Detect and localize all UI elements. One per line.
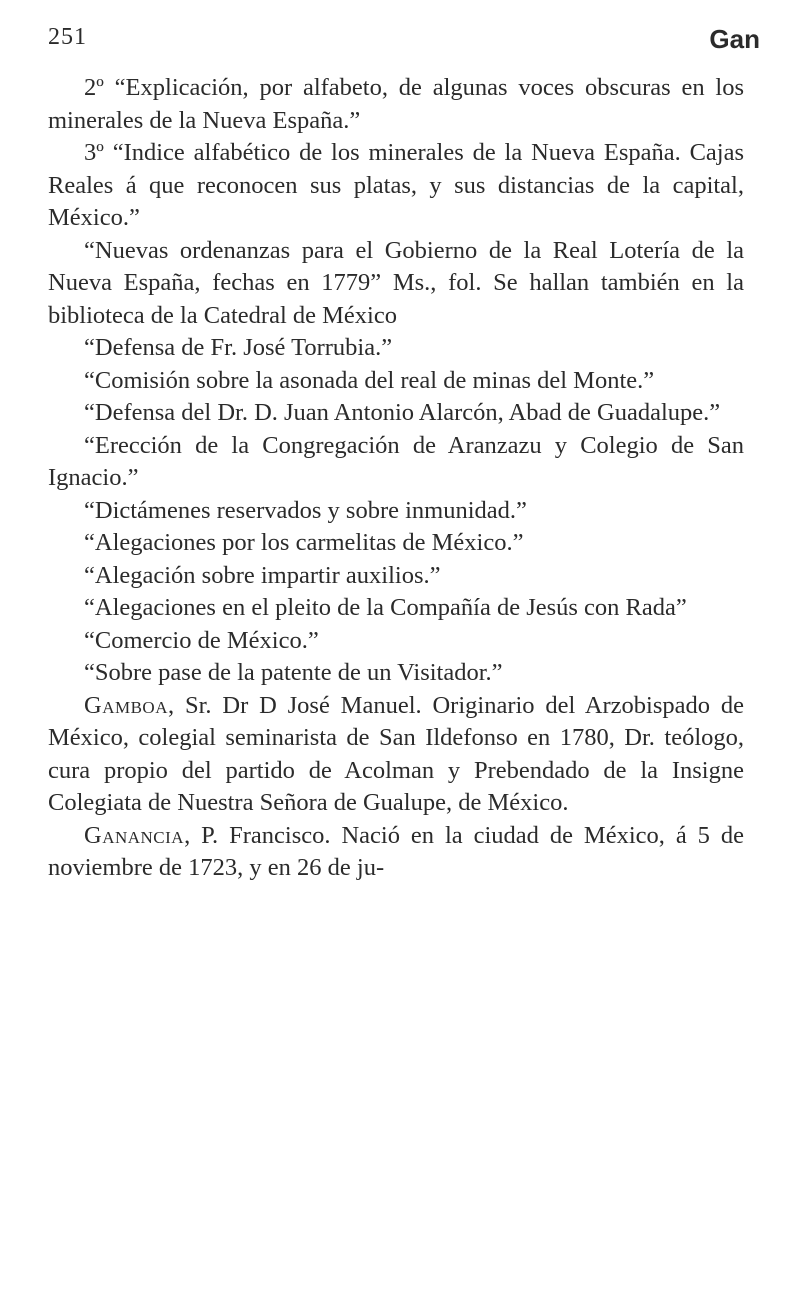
entry-text: “Nuevas ordenanzas para el Gobierno de la Real Lotería de la Nueva España, fechas en 1779” Ms., fol. Se hallan también en la biblioteca de la Catedral de México	[48, 236, 744, 329]
entry-alegaciones-carmelitas	[48, 527, 744, 560]
entry-comercio	[48, 625, 744, 658]
entry-name: Ganancia	[84, 821, 185, 849]
entry-comision	[48, 365, 744, 398]
entry-indice	[48, 137, 744, 235]
entry-alegacion-auxilios	[48, 560, 744, 593]
entry-ordinal: 3º	[84, 139, 104, 166]
entry-text: “Comercio de México.”	[84, 626, 319, 654]
page-header	[48, 24, 760, 64]
running-head: Gan	[709, 24, 760, 54]
entry-text: , P. Francisco. Nació en la ciudad de México, á 5 de noviembre de 1723, y en 26 de ju-	[48, 821, 744, 881]
entry-text: “Erección de la Congregación de Aranzazu y Colegio de San Ignacio.”	[48, 431, 744, 491]
entry-defensa-torrubia	[48, 332, 744, 365]
entry-text: “Comisión sobre la asonada del real de minas del Monte.”	[84, 366, 655, 394]
entry-text: , Sr. Dr D José Manuel. Originario del Arzobispado de México, colegial seminarista de San Ildefonso en 1780, Dr. teólogo, cura propio del partido de Acolman y Prebendado de la Insigne Colegiata de Nuestra Señora de Gualupe, de México.	[48, 691, 744, 816]
entry-text: “Explicación, por alfabeto, de algunas voces obscuras en los minerales de la Nueva España.”	[48, 74, 744, 134]
entry-text: “Dictámenes reservados y sobre inmunidad.”	[84, 496, 527, 524]
entry-alegaciones-pleito	[48, 592, 744, 625]
entry-gamboa	[48, 690, 744, 820]
entry-text: “Alegación sobre impartir auxilios.”	[84, 561, 441, 589]
entry-text: “Sobre pase de la patente de un Visitador.”	[84, 659, 503, 686]
entry-name: Gamboa	[84, 691, 168, 719]
entry-text: “Indice alfabético de los minerales de la Nueva España. Cajas Reales á que reconocen sus platas, y sus distancias de la capital, México.”	[48, 139, 745, 231]
body-text	[48, 72, 744, 885]
page-number: 251	[48, 24, 87, 50]
entry-ordenanzas	[48, 235, 744, 333]
entry-ereccion	[48, 430, 744, 495]
entry-text: “Defensa de Fr. José Torrubia.”	[84, 334, 393, 361]
entry-text: “Alegaciones por los carmelitas de México.”	[84, 529, 524, 556]
entry-text: “Alegaciones en el pleito de la Compañía de Jesús con Rada”	[84, 594, 687, 621]
entry-defensa-alarcon	[48, 397, 744, 430]
entry-ganancia	[48, 820, 744, 885]
entry-text: “Defensa del Dr. D. Juan Antonio Alarcón, Abad de Guadalupe.”	[84, 399, 721, 426]
entry-dictamenes	[48, 495, 744, 528]
entry-sobre-pase	[48, 657, 744, 690]
entry-explicacion	[48, 72, 744, 137]
entry-ordinal: 2º	[84, 74, 104, 101]
